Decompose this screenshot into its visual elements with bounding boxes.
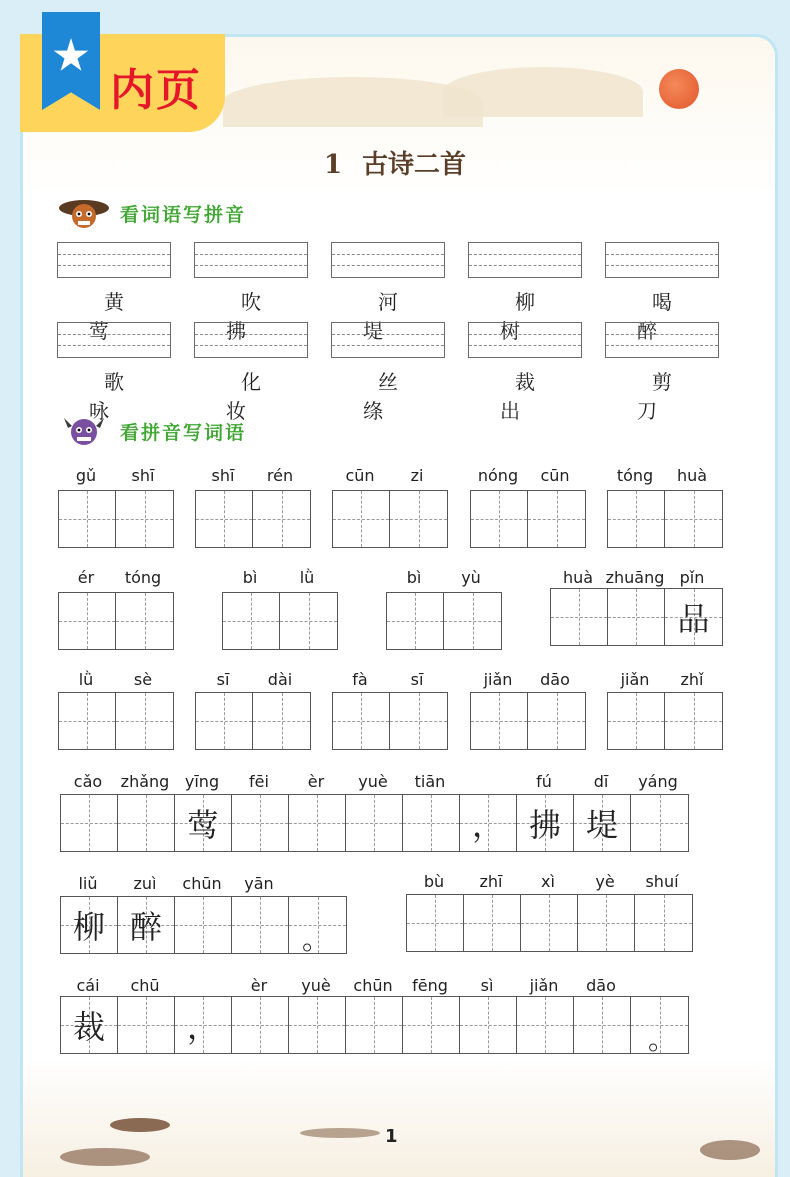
pinyin-label: ér [77, 568, 95, 587]
badge-label: 内页 [110, 65, 202, 116]
pinyin-answer-box[interactable] [331, 322, 445, 358]
character-grid [60, 996, 689, 1054]
lesson-title: 古诗二首 [362, 150, 467, 180]
grid-cell[interactable] [631, 795, 688, 851]
pinyin-label: dī [593, 772, 609, 791]
vocab-word: 河堤 [363, 290, 428, 343]
pinyin-answer-box[interactable] [331, 242, 445, 278]
grid-cell[interactable] [61, 997, 118, 1053]
pinyin-label: tóng [616, 466, 654, 485]
pinyin-answer-box[interactable] [57, 322, 171, 358]
grid-cell[interactable] [196, 693, 253, 749]
grid-cell[interactable] [175, 795, 232, 851]
grid-cell[interactable] [390, 491, 447, 547]
grid-cell[interactable] [118, 795, 175, 851]
pinyin-label: zi [410, 466, 424, 485]
grid-cell[interactable] [608, 589, 665, 645]
grid-cell[interactable] [59, 593, 116, 649]
grid-cell[interactable] [118, 997, 175, 1053]
pinyin-label: zhǎng [120, 772, 170, 791]
grid-cell[interactable] [232, 997, 289, 1053]
grid-cell[interactable] [232, 897, 289, 953]
grid-cell[interactable] [460, 795, 517, 851]
character-grid [406, 894, 693, 952]
pinyin-label: huà [562, 568, 594, 587]
prefilled-char: 堤 [585, 806, 618, 844]
pinyin-label: cūn [540, 466, 570, 485]
prefilled-char: ， [186, 1008, 219, 1046]
pinyin-label: cǎo [73, 772, 103, 791]
grid-cell[interactable] [407, 895, 464, 951]
pinyin-label: fēng [412, 976, 448, 995]
grid-cell[interactable] [223, 593, 280, 649]
pinyin-label: sè [133, 670, 153, 689]
pinyin-label: cái [76, 976, 100, 995]
character-grid [58, 490, 174, 548]
prefilled-char: 醉 [129, 908, 162, 946]
pinyin-label: yè [595, 872, 615, 891]
grid-cell[interactable] [232, 795, 289, 851]
character-grid [607, 490, 723, 548]
boat-decoration [300, 1128, 380, 1138]
pinyin-label: zhuāng [605, 568, 665, 587]
pinyin-label: lǜ [78, 670, 94, 689]
pinyin-label: sī [410, 670, 424, 689]
grid-cell[interactable] [253, 693, 310, 749]
prefilled-char: 莺 [186, 806, 219, 844]
pinyin-label: sī [216, 670, 230, 689]
pinyin-label: gǔ [75, 466, 97, 485]
vocab-word: 剪刀 [637, 370, 702, 423]
grid-cell[interactable] [471, 491, 528, 547]
grid-cell[interactable] [196, 491, 253, 547]
pinyin-answer-box[interactable] [468, 242, 582, 278]
pinyin-label: pǐn [679, 568, 705, 587]
page-number: 1 [385, 1126, 398, 1147]
grid-cell[interactable] [289, 795, 346, 851]
character-grid [332, 692, 448, 750]
pinyin-label: èr [250, 976, 268, 995]
pinyin-label: yù [461, 568, 481, 587]
pinyin-label: nóng [477, 466, 519, 485]
grid-cell[interactable] [175, 997, 232, 1053]
vocab-word: 裁出 [500, 370, 565, 423]
grid-cell[interactable] [665, 589, 722, 645]
pinyin-label: zhǐ [680, 670, 704, 689]
pinyin-answer-box[interactable] [468, 322, 582, 358]
mascot-icon [58, 196, 110, 230]
pinyin-label: yáng [638, 772, 678, 791]
pinyin-label: huà [676, 466, 708, 485]
grid-cell[interactable] [574, 997, 631, 1053]
character-grid [470, 692, 586, 750]
pinyin-label: fú [536, 772, 552, 791]
pinyin-label: fēi [249, 772, 269, 791]
grid-cell[interactable] [59, 693, 116, 749]
grid-cell[interactable] [116, 491, 173, 547]
section-label: 看拼音写词语 [120, 422, 247, 444]
pinyin-label: chūn [182, 874, 222, 893]
grid-cell[interactable] [578, 895, 635, 951]
character-grid [195, 692, 311, 750]
pinyin-label: jiǎn [620, 670, 650, 689]
grid-cell[interactable] [471, 693, 528, 749]
grid-cell[interactable] [608, 693, 665, 749]
grid-cell[interactable] [333, 693, 390, 749]
pinyin-label: tiān [414, 772, 446, 791]
pinyin-label: chūn [353, 976, 393, 995]
pinyin-label: lǜ [299, 568, 315, 587]
grid-cell[interactable] [387, 593, 444, 649]
grid-cell[interactable] [61, 795, 118, 851]
pinyin-label: xì [541, 872, 555, 891]
character-grid [58, 592, 174, 650]
pinyin-label: liǔ [78, 874, 98, 893]
grid-cell[interactable] [118, 897, 175, 953]
character-grid [60, 794, 689, 852]
vocab-word: 歌咏 [89, 370, 154, 423]
grid-cell[interactable] [390, 693, 447, 749]
pinyin-label: yān [244, 874, 274, 893]
vocab-word: 吹拂 [226, 290, 291, 343]
grid-cell[interactable] [608, 491, 665, 547]
grid-cell[interactable] [551, 589, 608, 645]
prefilled-char: ， [471, 806, 504, 844]
grid-cell[interactable] [59, 491, 116, 547]
pinyin-label: jiǎn [529, 976, 559, 995]
grid-cell[interactable] [346, 997, 403, 1053]
grid-cell[interactable] [333, 491, 390, 547]
grid-cell[interactable] [517, 795, 574, 851]
pinyin-answer-box[interactable] [605, 322, 719, 358]
pinyin-answer-box[interactable] [194, 242, 308, 278]
grid-cell[interactable] [517, 997, 574, 1053]
pinyin-label: bì [242, 568, 258, 587]
character-grid [195, 490, 311, 548]
prefilled-char: 拂 [528, 806, 561, 844]
lesson-number: 1 [323, 150, 343, 180]
punctuation: 。 [648, 1023, 677, 1056]
pinyin-label: dāo [540, 670, 570, 689]
pinyin-label: cūn [345, 466, 375, 485]
character-grid [550, 588, 723, 646]
grid-cell[interactable] [346, 795, 403, 851]
lotus-leaf-decoration [60, 1148, 150, 1166]
character-grid [607, 692, 723, 750]
pinyin-label: jiǎn [483, 670, 513, 689]
pinyin-label: yuè [301, 976, 331, 995]
mountain-decoration [443, 67, 643, 117]
pinyin-label: yuè [358, 772, 388, 791]
prefilled-char: 品 [677, 600, 710, 638]
pinyin-label: dāo [586, 976, 616, 995]
grid-cell[interactable] [61, 897, 118, 953]
pinyin-label: rén [266, 466, 294, 485]
grid-cell[interactable] [403, 795, 460, 851]
grid-cell[interactable] [528, 491, 585, 547]
section-label: 看词语写拼音 [120, 204, 247, 226]
grid-cell[interactable] [403, 997, 460, 1053]
grid-cell[interactable] [528, 693, 585, 749]
page-title [0, 144, 790, 181]
sun-decoration [659, 69, 699, 109]
grid-cell[interactable] [175, 897, 232, 953]
section-header-pinyin [58, 196, 378, 232]
pinyin-label: yīng [184, 772, 220, 791]
grid-cell[interactable] [116, 593, 173, 649]
star-icon [53, 38, 89, 74]
character-grid [332, 490, 448, 548]
pinyin-label: èr [307, 772, 325, 791]
grid-cell[interactable] [253, 491, 310, 547]
grid-cell[interactable] [116, 693, 173, 749]
lotus-leaf-decoration [110, 1118, 170, 1132]
pinyin-label: sì [480, 976, 494, 995]
vocab-word: 喝醉 [637, 290, 702, 343]
pinyin-label: bì [406, 568, 422, 587]
character-grid [386, 592, 502, 650]
pinyin-label: tóng [124, 568, 162, 587]
prefilled-char: 柳 [72, 908, 105, 946]
grid-cell[interactable] [665, 693, 722, 749]
rock-decoration [700, 1140, 760, 1160]
grid-cell[interactable] [635, 895, 692, 951]
pinyin-label: shī [211, 466, 235, 485]
pinyin-label: chū [130, 976, 160, 995]
character-grid [222, 592, 338, 650]
grid-cell[interactable] [444, 593, 501, 649]
pinyin-answer-box[interactable] [605, 242, 719, 278]
vocab-word: 化妆 [226, 370, 291, 423]
vocab-word: 柳树 [500, 290, 565, 343]
pinyin-answer-box[interactable] [57, 242, 171, 278]
vocab-word: 黄莺 [89, 290, 154, 343]
character-grid [58, 692, 174, 750]
pinyin-answer-box[interactable] [194, 322, 308, 358]
pinyin-label: zuì [133, 874, 157, 893]
pinyin-label: dài [267, 670, 293, 689]
grid-cell[interactable] [289, 997, 346, 1053]
pinyin-label: zhī [479, 872, 503, 891]
pinyin-label: shī [131, 466, 155, 485]
grid-cell[interactable] [574, 795, 631, 851]
grid-cell[interactable] [464, 895, 521, 951]
vocab-word: 丝绦 [363, 370, 428, 423]
pinyin-label: bù [423, 872, 445, 891]
pinyin-label: fà [352, 670, 368, 689]
prefilled-char: 裁 [72, 1008, 105, 1046]
character-grid [470, 490, 586, 548]
pinyin-label: shuí [645, 872, 679, 891]
grid-cell[interactable] [521, 895, 578, 951]
grid-cell[interactable] [460, 997, 517, 1053]
grid-cell[interactable] [280, 593, 337, 649]
grid-cell[interactable] [665, 491, 722, 547]
punctuation: 。 [302, 923, 331, 956]
